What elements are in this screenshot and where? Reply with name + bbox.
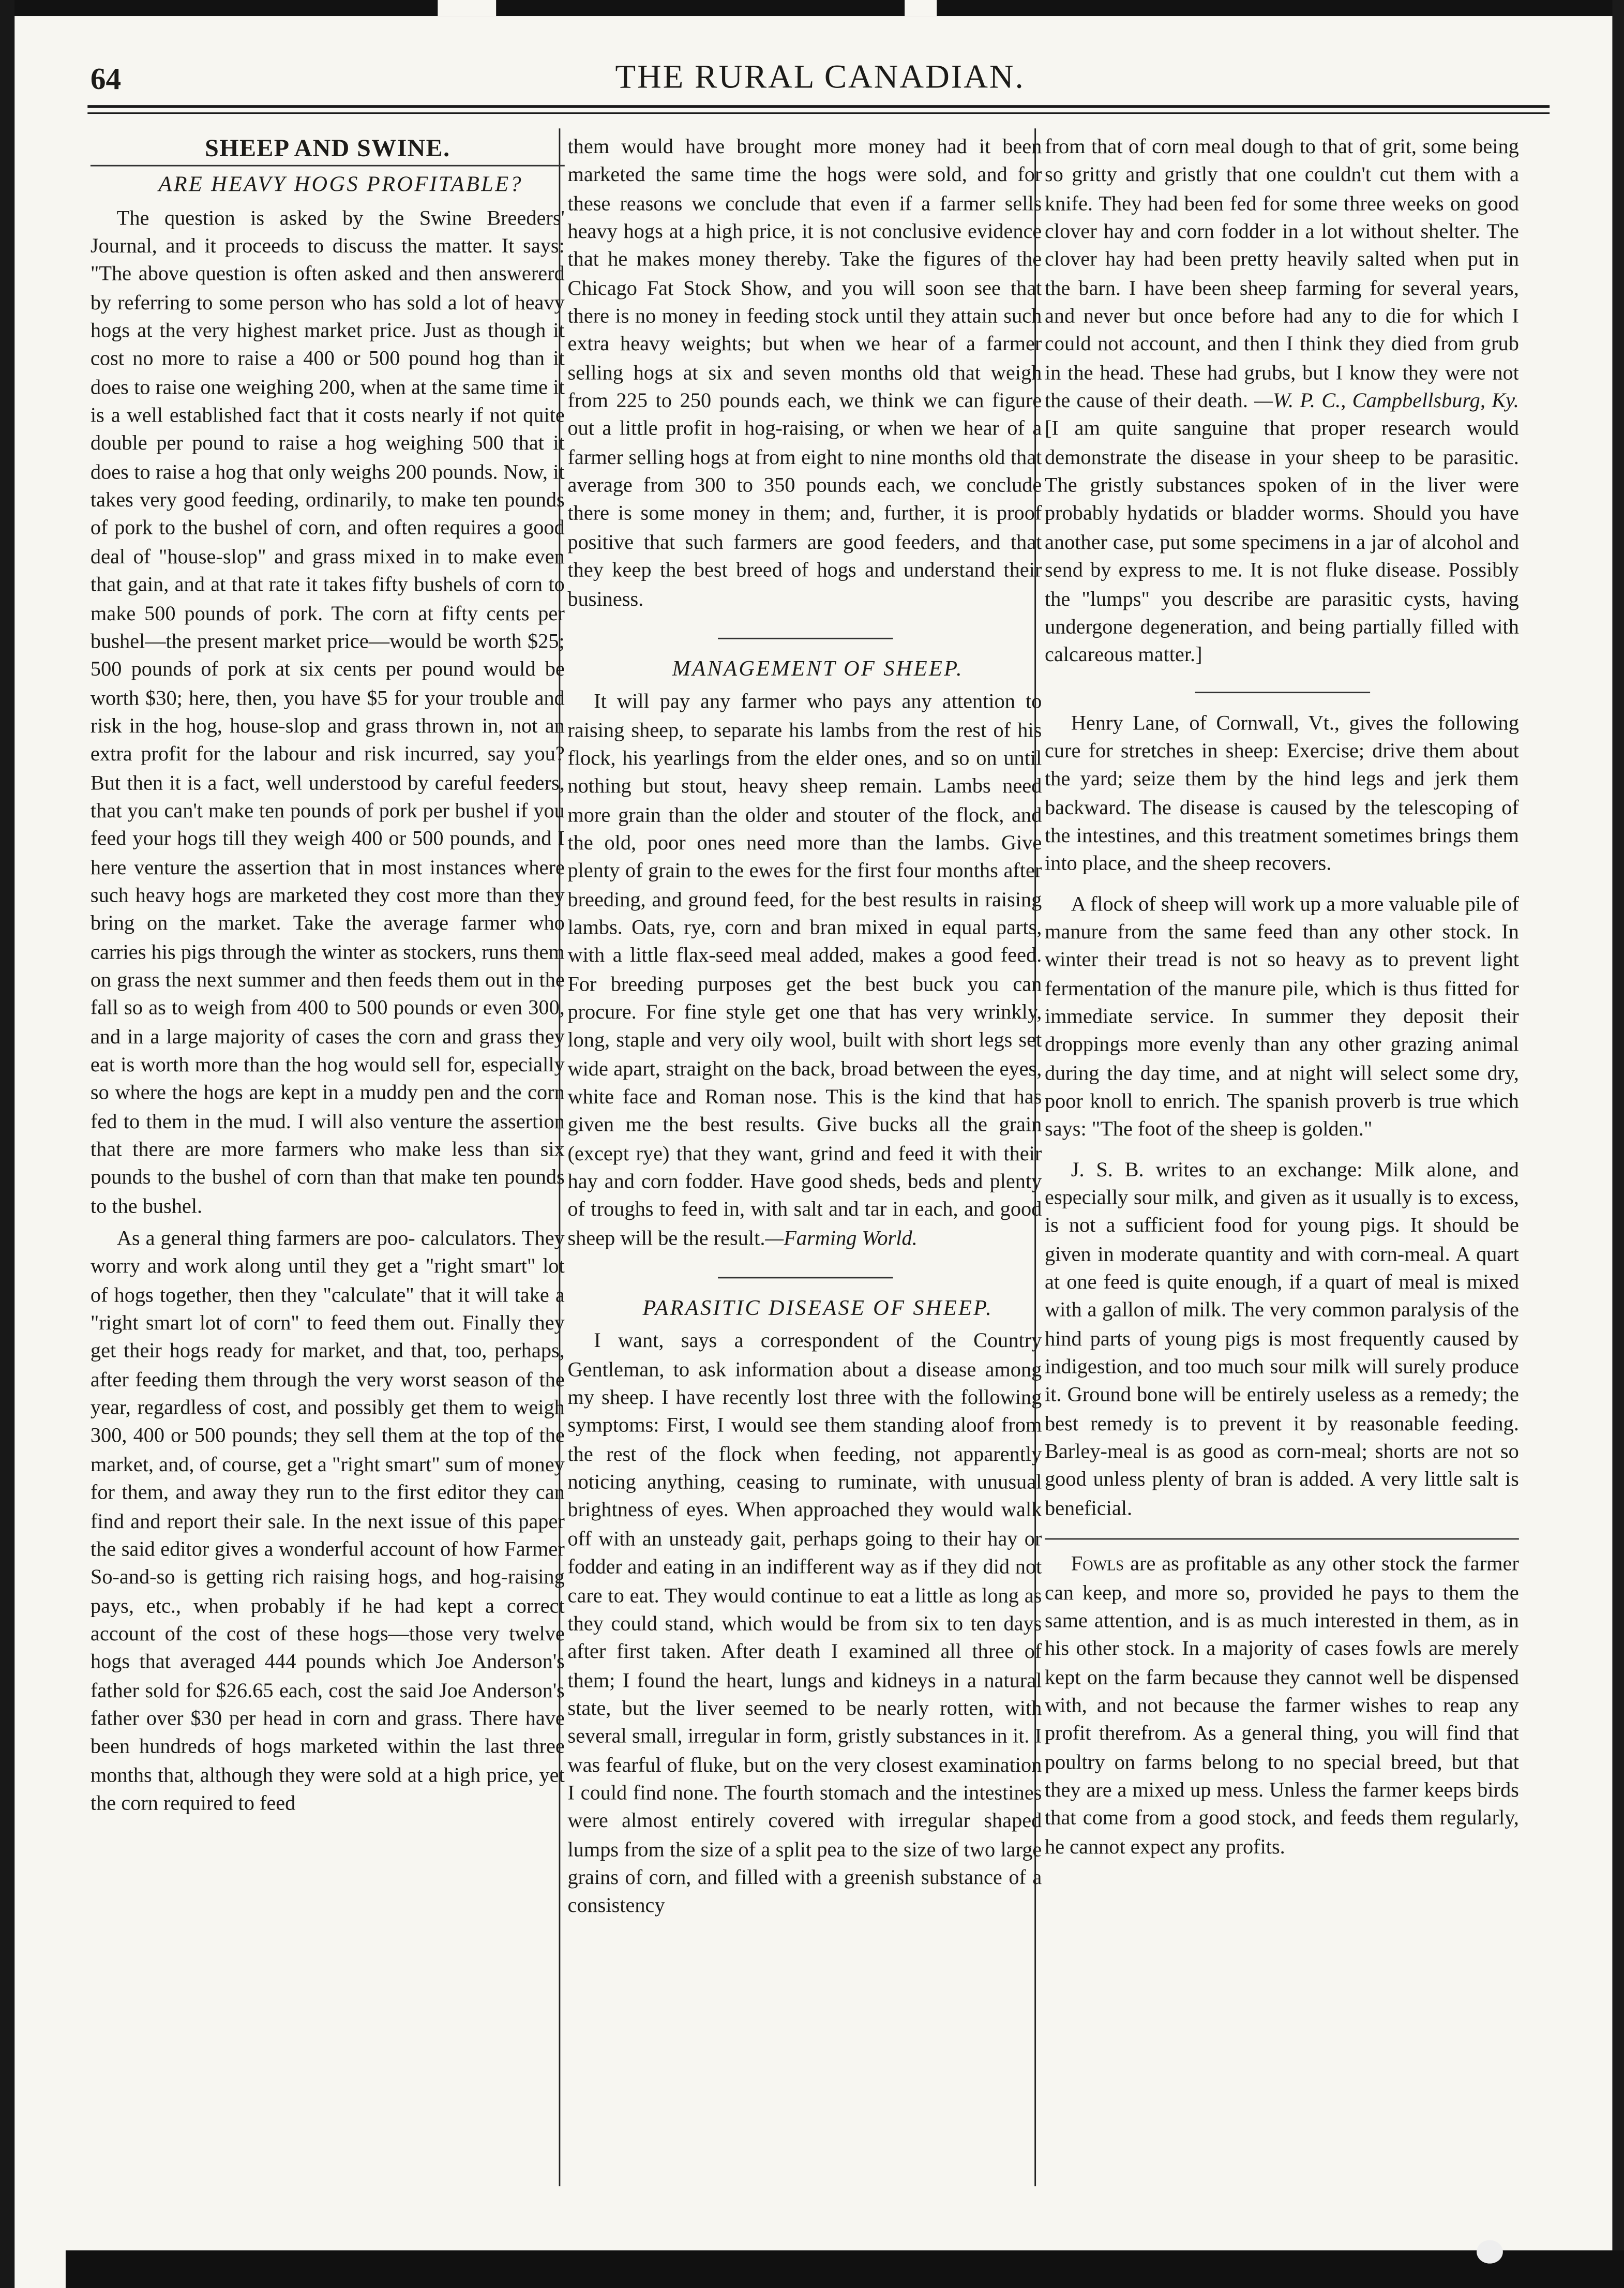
page-number: 64 [90, 61, 122, 97]
article-paragraph [567, 689, 1042, 1253]
article-paragraph: The question is asked by the Swine Breeders' Journal, and it proceeds to discuss the matter. It says: "The above question is often asked and then answererd by referring to some person who has sold a lot of heavy hogs at the very highest market price. Just as though it cost no more to raise a 400 or 500 pound hog than it does to raise one weighing 200, when at the same time it is a well established fact that it costs nearly if not quite double per pound to raise a hog weighing 500 that it does to raise a hog that only weighs 200 pounds. Now, it takes very good feeding, ordinarily, to make ten pounds of pork to the bushel of corn, and often requires a good deal of "house-slop" and grass mixed in to make even that gain, and at that rate it takes fifty bushels of corn to make 500 pounds of pork. The corn at fifty cents per bushel—the present market price—would be worth $25; 500 pounds of pork at six cents per pound would be worth $30; here, then, you have $5 for your trouble and risk in the hog, house-slop and grass thrown in, not an extra profit for the labour and risk incurred, say you? But then it is a fact, well understood by careful feeders, that you can't make ten pounds of pork per bushel if you feed your hogs till they weigh 400 or 500 pounds, and I here venture the assertion that in most instances where such heavy hogs are marketed they cost more than they bring on the market. Take the average farmer who carries his pigs through the winter as stockers, runs them on grass the next summer and then feeds them out in the fall so as to weigh from 400 to 500 pounds or even 300, and in a large majority of cases the corn and grass they eat is worth more than the hog would sell for, especially so where the hogs are kept in a muddy pen and the corn fed to them in the mud. I will also venture the assertion that there are more farmers who make less than six pounds to the bushel of corn than that make ten pounds to the bushel. [90, 206, 565, 1218]
article-separator [717, 1277, 893, 1279]
article-separator [1045, 1538, 1519, 1540]
article-title: MANAGEMENT OF SHEEP. [672, 657, 964, 682]
running-head [91, 55, 1550, 99]
article-paragraph: them would have brought more money had it been marketed the same time the hogs were sold, and for these reasons we conclude that even if a farmer sells heavy hogs at a high price, it is not conclusive evidence that he makes money thereby. Take the figures of the Chicago Fat Stock Show, and you will soon see that there is no money in feeding stock until they attain such extra heavy weights; but when we hear of a farmer selling hogs at six and seven months old that weigh from 225 to 250 pounds each, we think we can figure out a little profit in hog-raising, or when we hear of a farmer selling hogs at from eight to nine months old that average from 300 to 350 pounds each, we conclude there is some money in them; and, further, it is proof positive that such farmers are good feeders, and that they keep the best breed of hogs and understand their business. [567, 136, 1042, 611]
scan-border-left [0, 0, 14, 2288]
section-rule [91, 166, 565, 167]
paragraph-text: are as profitable as any other stock the farmer can keep, and more so, provided he pays to them the same attention, and is as much interested in them, as in his other stock. In a majority of cases fowls are merely kept on the farm because they cannot well be dispensed with, and not because the farmer wishes to reap any profit therefrom. As a general thing, you will find that poultry on farms belong to no special breed, but that they are a mixed up mess. Unless the farmer keeps birds that come from a good stock, and feeds them regularly, he cannot expect any profits. [1044, 1553, 1519, 1859]
source-credit: —Farming World. [765, 1227, 918, 1250]
column-middle [567, 134, 1042, 1922]
scan-blemish [1477, 2240, 1503, 2264]
article-paragraph [1045, 1551, 1519, 1862]
paragraph-text: It will pay any farmer who pays any attention to raising sheep, to separate his lambs from the rest of his flock, his yearlings from the elder ones, and so on until nothing but stout, heavy sheep remain. Lambs need more grain than the older and stouter of the flock, and the old, poor ones need more than the lambs. Give plenty of grain to the ewes for the first four months after breeding, and ground feed, for the best results in raising lambs. Oats, rye, corn and bran mixed in equal parts, with a little flax-seed meal added, makes a good feed. For breeding purposes get the best buck you can procure. For fine style get one that has very wrinkly, long, staple and very oily wool, built with short legs set wide apart, straight on the back, broad between the eyes, white face and Roman nose. This is the kind that has given me the best results. Give bucks all the grain (except rye) that they want, grind and feed it with their hay and corn fodder. Have good sheds, beds and plenty of troughs to feed in, with salt and tar in each, and good sheep will be the result. [567, 690, 1042, 1250]
article-paragraph: A flock of sheep will work up a more valuable pile of manure from the same feed than any other stock. In winter their tread is not so heavy as to prevent light fermentation of the manure pile, which is thus fitted for immediate service. In summer they deposit their droppings more evenly than any other grazing animal during the day time, and at night will select some dry, poor knoll to enrich. The spanish proverb is true which says: "The foot of the sheep is golden." [1044, 892, 1519, 1142]
article-paragraph: Henry Lane, of Cornwall, Vt., gives the following cure for stretches in sheep: Exercise; drive them about the yard; seize them by the hind legs and jerk them backward. The disease is caused by the telescoping of the intestines, and this treatment sometimes brings them into place, and the sheep recovers. [1044, 711, 1519, 876]
editor-reply: [I am quite sanguine that proper research would demonstrate the disease in your sheep to be parasitic. The gristly substances spoken of in the liver were probably hydatids or bladder worms. Should you have another case, put some specimens in a jar of alcohol and send by express to me. It is not fluke disease. Possibly the "lumps" you describe are parasitic cysts, having undergone degeneration, and being partially filled with calcareous matter.] [1044, 418, 1519, 667]
scan-border-right [1612, 0, 1624, 2288]
article-separator [1194, 691, 1370, 693]
article-paragraph: As a general thing farmers are poo- calculators. They worry and work along until they get a "right smart" lot of hogs together, then they "calculate" that it will take a "right smart lot of corn" to feed them out. Finally they get their hogs ready for market, and that, too, perhaps, after feeding them through the very worst season of the year, regardless of cost, and possibly get them to weigh 300, 400 or 500 pounds; they sell them at the top of the market, and, of course, get a "right smart" sum of money for them, and away they run to the first editor they can find and report their sale. In the next issue of this paper the said editor gives a wonderful account of how Farmer So-and-so is getting rich raising hogs, and hog-raising pays, etc., when probably if he had kept a correct account of the cost of these hogs—those very twelve hogs that averaged 444 pounds which Joe Anderson's father sold for $26.65 each, cost the said Joe Anderson's father over $30 per head in corn and grass. There have been hundreds of hogs marketed within the last three months that, although they were sold at a high price, yet the corn required to feed [90, 1227, 565, 1816]
correspondent-signature: —W. P. C., Campbellsburg, Ky. [1254, 390, 1519, 413]
paragraph-text: from that of corn meal dough to that of grit, some being so gritty and gristly that one couldn't cut them with a knife. They had been fed for some three weeks on good clover hay and corn fodder in a lot without shelter. The clover hay had been pretty heavily salted when put in the barn. I have been sheep farming for several years, and never but once before had any to die for which I could not account, and then I think they died from grub in the head. These had grubs, but I know they were not the cause of their death. [1044, 136, 1519, 413]
header-rule-thick [87, 105, 1550, 108]
article-title: ARE HEAVY HOGS PROFITABLE? [158, 174, 523, 198]
article-paragraph [1045, 134, 1519, 671]
scan-border-top [0, 0, 1624, 16]
article-paragraph: J. S. B. writes to an exchange: Milk alone, and especially sour milk, and given as it usually is to excess, is not a sufficient food for young pigs. It should be given in moderate quantity and with corn-meal. A quart at one feed is quite enough, if a quart of meal is mixed with a gallon of milk. The very common paralysis of the hind parts of young pigs is most frequently caused by indigestion, and too much sour milk will surely produce it. Ground bone will be entirely useless as a remedy; the best remedy is to prevent it by reasonable feeding. Barley-meal is as good as corn-meal; shorts are not so good unless plenty of bran is added. A very little salt is beneficial. [1044, 1158, 1519, 1521]
lead-word: Fowls [1071, 1553, 1124, 1577]
article-paragraph: I want, says a correspondent of the Country Gentleman, to ask information about a disease among my sheep. I have recently lost three with the following symptoms: First, I would see them standing aloof from the rest of the flock when feeding, not apparently noticing anything, ceasing to ruminate, with unusual brightness of eyes. When approached they would walk off with an unsteady gait, perhaps going to their hay or fodder and eating in an indifferent way as if they did not care to eat. They would continue to eat a little as long as they could stand, which would be from six to ten days after first taken. After death I examined all three of them; I found the heart, lungs and kidneys in a natural state, but the liver seemed to be nearly rotten, with several small, irregular in form, gristly substances in it. I was fearful of fluke, but on the very closest examination I could find none. The fourth stomach and the intestines were almost entirely covered with irregular shaped lumps from the size of a split pea to the size of two large grains of corn, and filled with a greenish substance of a consistency [567, 1330, 1042, 1918]
article-title: PARASITIC DISEASE OF SHEEP. [642, 1297, 994, 1321]
header-rule-thin [87, 112, 1550, 114]
journal-title: THE RURAL CANADIAN. [615, 58, 1025, 95]
column-left [91, 134, 565, 1819]
article-separator [717, 637, 893, 639]
section-heading: SHEEP AND SWINE. [205, 134, 450, 162]
scan-border-bottom [66, 2250, 1624, 2288]
column-right [1045, 134, 1519, 1862]
